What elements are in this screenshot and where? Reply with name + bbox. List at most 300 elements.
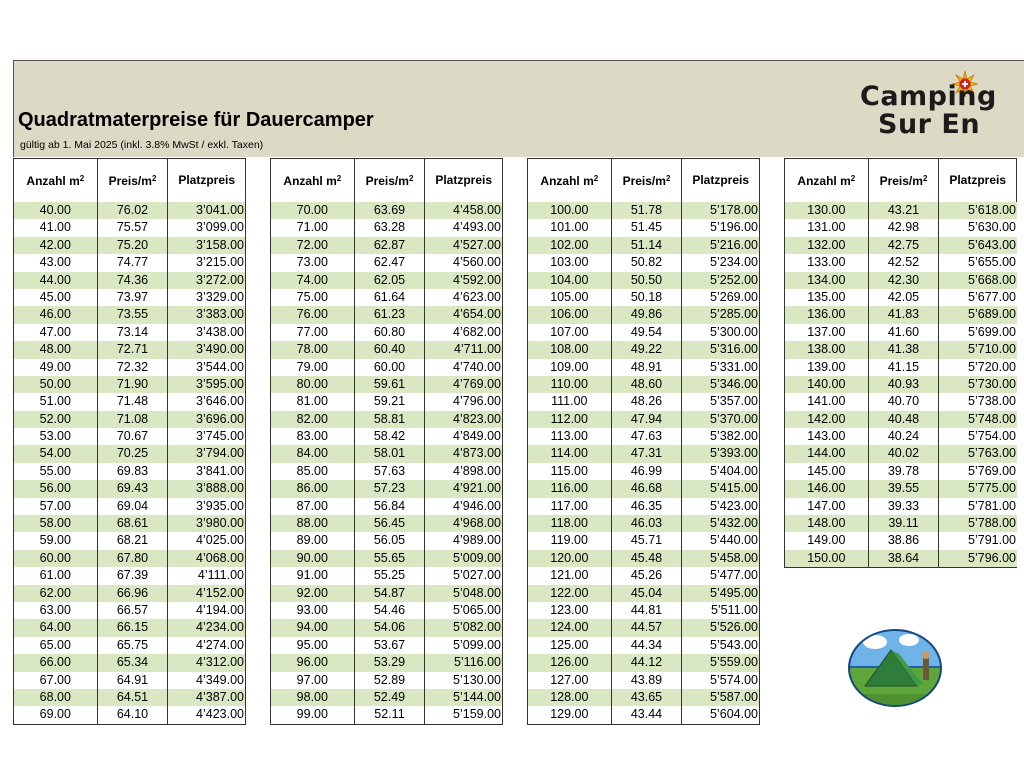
total-price-cell: 3’794.00	[168, 445, 246, 462]
table-row	[271, 637, 503, 654]
table-row	[14, 376, 246, 393]
table-row	[785, 480, 1017, 497]
total-price-cell: 4’769.00	[425, 376, 503, 393]
price-per-m2-cell: 62.87	[355, 237, 426, 254]
price-per-m2-cell: 40.70	[869, 393, 940, 410]
price-per-m2-cell: 68.61	[98, 515, 169, 532]
total-price-cell: 5’346.00	[682, 376, 760, 393]
area-cell: 149.00	[785, 532, 869, 549]
table-row	[14, 428, 246, 445]
total-price-cell: 5’458.00	[682, 550, 760, 567]
table-row	[271, 480, 503, 497]
price-per-m2-cell: 46.99	[612, 463, 683, 480]
price-per-m2-cell: 75.20	[98, 237, 169, 254]
total-price-cell: 5’130.00	[425, 672, 503, 689]
table-row	[14, 219, 246, 236]
total-price-cell: 5’415.00	[682, 480, 760, 497]
total-price-cell: 5’775.00	[968, 481, 1017, 496]
area-cell: 138.00	[785, 341, 869, 358]
price-per-m2-cell: 54.87	[355, 585, 426, 602]
table-row	[528, 498, 760, 515]
header-total-price-label: Platzpreis	[692, 173, 750, 187]
area-cell: 44.00	[14, 272, 98, 289]
table-row	[271, 498, 503, 515]
area-cell: 73.00	[271, 254, 355, 271]
table-row	[14, 480, 246, 497]
price-per-m2-cell: 70.25	[98, 445, 169, 462]
price-per-m2-cell: 42.30	[869, 272, 940, 289]
page-subtitle: gültig ab 1. Mai 2025 (inkl. 3.8% MwSt / exkl. Taxen)	[20, 139, 264, 151]
total-price-cell: 5’630.00	[968, 220, 1017, 235]
total-price-cell: 3’215.00	[168, 254, 246, 271]
area-cell: 96.00	[271, 654, 355, 671]
area-cell: 124.00	[528, 619, 612, 636]
price-per-m2-cell: 49.22	[612, 341, 683, 358]
total-price-cell: 5’382.00	[682, 428, 760, 445]
table-row	[785, 463, 1017, 480]
total-price-cell: 3’041.00	[168, 202, 246, 219]
table-row	[271, 585, 503, 602]
area-cell: 106.00	[528, 306, 612, 323]
price-per-m2-cell: 44.34	[612, 637, 683, 654]
area-cell: 59.00	[14, 532, 98, 549]
table-row	[528, 411, 760, 428]
price-per-m2-cell: 66.96	[98, 585, 169, 602]
price-per-m2-cell: 73.97	[98, 289, 169, 306]
header-price-per-m2-superscript: 2	[922, 174, 928, 183]
area-cell: 139.00	[785, 359, 869, 376]
area-cell: 64.00	[14, 619, 98, 636]
area-cell: 80.00	[271, 376, 355, 393]
price-per-m2-cell: 41.38	[869, 341, 940, 358]
total-price-cell: 3’888.00	[168, 480, 246, 497]
total-price-cell: 5’440.00	[682, 532, 760, 549]
total-price-cell: 5’252.00	[682, 272, 760, 289]
area-cell: 99.00	[271, 706, 355, 723]
area-cell: 143.00	[785, 428, 869, 445]
total-price-cell: 4’873.00	[425, 445, 503, 462]
logo-text-line1: Camping	[860, 81, 997, 112]
area-cell: 74.00	[271, 272, 355, 289]
table-body	[13, 202, 246, 725]
area-cell: 120.00	[528, 550, 612, 567]
price-per-m2-cell: 42.52	[869, 254, 940, 271]
area-cell: 46.00	[14, 306, 98, 323]
table-row	[271, 324, 503, 341]
price-per-m2-cell: 63.28	[355, 219, 426, 236]
area-cell: 90.00	[271, 550, 355, 567]
header-price-per-m2	[612, 159, 683, 202]
area-cell: 89.00	[271, 532, 355, 549]
area-cell: 71.00	[271, 219, 355, 236]
table-row	[528, 341, 760, 358]
price-per-m2-cell: 52.11	[355, 706, 426, 723]
price-per-m2-cell: 57.63	[355, 463, 426, 480]
table-row	[528, 289, 760, 306]
table-row	[271, 376, 503, 393]
table-row	[528, 706, 760, 723]
area-cell: 83.00	[271, 428, 355, 445]
table-row	[785, 341, 1017, 358]
total-price-cell: 5’357.00	[682, 393, 760, 410]
header-area-label: Anzahl m	[540, 173, 594, 188]
total-price-cell: 5’285.00	[682, 306, 760, 323]
table-row	[785, 393, 1017, 410]
header-area	[528, 159, 612, 202]
price-per-m2-cell: 44.12	[612, 654, 683, 671]
price-per-m2-cell: 56.45	[355, 515, 426, 532]
total-price-cell: 3’490.00	[168, 341, 246, 358]
table-row	[528, 550, 760, 567]
area-cell: 112.00	[528, 411, 612, 428]
price-per-m2-cell: 58.01	[355, 445, 426, 462]
table-row	[271, 532, 503, 549]
total-price-cell: 5’618.00	[968, 203, 1017, 217]
table-row	[785, 219, 1017, 236]
table-row	[14, 359, 246, 376]
total-price-cell: 5’027.00	[425, 567, 503, 584]
area-cell: 135.00	[785, 289, 869, 306]
table-row	[528, 585, 760, 602]
total-price-cell: 3’438.00	[168, 324, 246, 341]
total-price-cell: 4’234.00	[168, 619, 246, 636]
header-total-price	[168, 159, 246, 202]
price-table-1	[13, 158, 246, 726]
header-price-per-m2	[355, 159, 426, 202]
price-per-m2-cell: 60.00	[355, 359, 426, 376]
table-row	[14, 672, 246, 689]
table-row	[528, 324, 760, 341]
table-row	[785, 272, 1017, 289]
table-header	[784, 158, 1017, 202]
table-row	[528, 272, 760, 289]
price-per-m2-cell: 58.81	[355, 411, 426, 428]
total-price-cell: 5’796.00	[968, 550, 1017, 565]
total-price-cell: 3’696.00	[168, 411, 246, 428]
area-cell: 92.00	[271, 585, 355, 602]
total-price-cell: 5’393.00	[682, 445, 760, 462]
area-cell: 111.00	[528, 393, 612, 410]
total-price-cell: 3’272.00	[168, 272, 246, 289]
area-cell: 82.00	[271, 411, 355, 428]
area-cell: 119.00	[528, 532, 612, 549]
area-cell: 141.00	[785, 393, 869, 410]
price-per-m2-cell: 41.83	[869, 306, 940, 323]
price-per-m2-cell: 41.15	[869, 359, 940, 376]
price-per-m2-cell: 60.80	[355, 324, 426, 341]
table-row	[14, 654, 246, 671]
table-row	[271, 602, 503, 619]
price-per-m2-cell: 67.39	[98, 567, 169, 584]
header-band	[13, 60, 1024, 157]
table-row	[528, 463, 760, 480]
total-price-cell: 5’234.00	[682, 254, 760, 271]
table-row	[528, 532, 760, 549]
table-row	[528, 480, 760, 497]
table-row	[271, 254, 503, 271]
table-row	[271, 619, 503, 636]
price-per-m2-cell: 55.65	[355, 550, 426, 567]
table-row	[785, 289, 1017, 306]
table-row	[271, 411, 503, 428]
area-cell: 122.00	[528, 585, 612, 602]
total-price-cell: 4’968.00	[425, 515, 503, 532]
area-cell: 69.00	[14, 706, 98, 723]
table-row	[785, 324, 1017, 341]
total-price-cell: 3’383.00	[168, 306, 246, 323]
price-per-m2-cell: 40.93	[869, 376, 940, 393]
area-cell: 61.00	[14, 567, 98, 584]
header-area-label: Anzahl m	[283, 173, 337, 188]
price-per-m2-cell: 43.21	[869, 202, 940, 219]
header-price-per-m2	[869, 159, 940, 202]
table-row	[528, 393, 760, 410]
total-price-cell: 3’595.00	[168, 376, 246, 393]
total-price-cell: 4’152.00	[168, 585, 246, 602]
price-per-m2-cell: 41.60	[869, 324, 940, 341]
price-per-m2-cell: 62.05	[355, 272, 426, 289]
table-row	[14, 515, 246, 532]
total-price-cell: 4’796.00	[425, 393, 503, 410]
price-per-m2-cell: 39.11	[869, 515, 940, 532]
area-cell: 86.00	[271, 480, 355, 497]
price-per-m2-cell: 74.77	[98, 254, 169, 271]
area-cell: 88.00	[271, 515, 355, 532]
table-row	[14, 393, 246, 410]
price-per-m2-cell: 58.42	[355, 428, 426, 445]
total-price-cell: 3’980.00	[168, 515, 246, 532]
price-per-m2-cell: 55.25	[355, 567, 426, 584]
price-per-m2-cell: 63.69	[355, 202, 426, 219]
total-price-cell: 5’781.00	[968, 498, 1017, 513]
price-per-m2-cell: 64.51	[98, 689, 169, 706]
area-cell: 75.00	[271, 289, 355, 306]
price-per-m2-cell: 42.75	[869, 237, 940, 254]
table-row	[785, 515, 1017, 532]
price-per-m2-cell: 40.24	[869, 428, 940, 445]
table-row	[785, 376, 1017, 393]
total-price-cell: 5’763.00	[968, 446, 1017, 461]
total-price-cell: 5’788.00	[968, 516, 1017, 531]
area-cell: 43.00	[14, 254, 98, 271]
total-price-cell: 5’604.00	[682, 706, 760, 723]
total-price-cell: 4’592.00	[425, 272, 503, 289]
table-row	[14, 445, 246, 462]
total-price-cell: 4’194.00	[168, 602, 246, 619]
total-price-cell: 5’159.00	[425, 706, 503, 723]
table-row	[528, 237, 760, 254]
area-cell: 76.00	[271, 306, 355, 323]
table-row	[271, 463, 503, 480]
price-per-m2-cell: 48.91	[612, 359, 683, 376]
total-price-cell: 4’921.00	[425, 480, 503, 497]
table-row	[14, 237, 246, 254]
total-price-cell: 5’677.00	[968, 289, 1017, 304]
price-per-m2-cell: 48.26	[612, 393, 683, 410]
area-cell: 133.00	[785, 254, 869, 271]
price-per-m2-cell: 39.55	[869, 480, 940, 497]
table-row	[14, 324, 246, 341]
price-per-m2-cell: 52.89	[355, 672, 426, 689]
header-area-label: Anzahl m	[26, 173, 80, 188]
price-per-m2-cell: 60.40	[355, 341, 426, 358]
area-cell: 65.00	[14, 637, 98, 654]
total-price-cell: 3’745.00	[168, 428, 246, 445]
total-price-cell: 4’946.00	[425, 498, 503, 515]
total-price-cell: 4’274.00	[168, 637, 246, 654]
total-price-cell: 5’082.00	[425, 619, 503, 636]
price-per-m2-cell: 69.83	[98, 463, 169, 480]
price-per-m2-cell: 70.67	[98, 428, 169, 445]
table-row	[271, 272, 503, 289]
total-price-cell: 5’511.00	[682, 602, 760, 619]
total-price-cell: 4’493.00	[425, 219, 503, 236]
header-area	[271, 159, 355, 202]
area-cell: 146.00	[785, 480, 869, 497]
table-row	[14, 532, 246, 549]
area-cell: 56.00	[14, 480, 98, 497]
area-cell: 107.00	[528, 324, 612, 341]
area-cell: 55.00	[14, 463, 98, 480]
area-cell: 117.00	[528, 498, 612, 515]
price-per-m2-cell: 45.71	[612, 532, 683, 549]
table-row	[271, 289, 503, 306]
area-cell: 147.00	[785, 498, 869, 515]
table-row	[271, 202, 503, 219]
table-row	[14, 463, 246, 480]
price-per-m2-cell: 46.35	[612, 498, 683, 515]
price-per-m2-cell: 39.78	[869, 463, 940, 480]
price-per-m2-cell: 49.86	[612, 306, 683, 323]
price-per-m2-cell: 64.91	[98, 672, 169, 689]
price-per-m2-cell: 51.14	[612, 237, 683, 254]
total-price-cell: 4’654.00	[425, 306, 503, 323]
area-cell: 42.00	[14, 237, 98, 254]
price-per-m2-cell: 50.50	[612, 272, 683, 289]
area-cell: 47.00	[14, 324, 98, 341]
total-price-cell: 5’643.00	[968, 237, 1017, 252]
price-per-m2-cell: 38.86	[869, 532, 940, 549]
table-row	[14, 254, 246, 271]
header-area	[785, 159, 869, 202]
header-price-per-m2-label: Preis/m	[622, 173, 666, 188]
total-price-cell: 5’587.00	[682, 689, 760, 706]
area-cell: 72.00	[271, 237, 355, 254]
total-price-cell: 4’849.00	[425, 428, 503, 445]
area-cell: 51.00	[14, 393, 98, 410]
price-per-m2-cell: 46.68	[612, 480, 683, 497]
price-per-m2-cell: 42.98	[869, 219, 940, 236]
price-per-m2-cell: 64.10	[98, 706, 169, 723]
table-row	[528, 619, 760, 636]
table-row	[271, 359, 503, 376]
table-row	[785, 550, 1017, 567]
total-price-cell: 5’423.00	[682, 498, 760, 515]
price-per-m2-cell: 49.54	[612, 324, 683, 341]
price-per-m2-cell: 45.26	[612, 567, 683, 584]
header-area-superscript: 2	[336, 174, 342, 183]
area-cell: 125.00	[528, 637, 612, 654]
price-per-m2-cell: 73.55	[98, 306, 169, 323]
price-per-m2-cell: 71.48	[98, 393, 169, 410]
area-cell: 41.00	[14, 219, 98, 236]
total-price-cell: 4’711.00	[425, 341, 503, 358]
table-body	[527, 202, 760, 725]
price-per-m2-cell: 59.61	[355, 376, 426, 393]
area-cell: 63.00	[14, 602, 98, 619]
area-cell: 45.00	[14, 289, 98, 306]
area-cell: 113.00	[528, 428, 612, 445]
price-per-m2-cell: 57.23	[355, 480, 426, 497]
total-price-cell: 5’738.00	[968, 394, 1017, 409]
price-per-m2-cell: 39.33	[869, 498, 940, 515]
price-per-m2-cell: 54.46	[355, 602, 426, 619]
area-cell: 97.00	[271, 672, 355, 689]
table-row	[271, 689, 503, 706]
price-per-m2-cell: 65.75	[98, 637, 169, 654]
area-cell: 49.00	[14, 359, 98, 376]
total-price-cell: 5’477.00	[682, 567, 760, 584]
price-per-m2-cell: 71.90	[98, 376, 169, 393]
price-per-m2-cell: 62.47	[355, 254, 426, 271]
header-price-per-m2-label: Preis/m	[879, 173, 923, 188]
total-price-cell: 3’646.00	[168, 393, 246, 410]
table-row	[271, 567, 503, 584]
table-header	[527, 158, 760, 202]
area-cell: 131.00	[785, 219, 869, 236]
header-total-price-label: Platzpreis	[178, 173, 236, 187]
area-cell: 116.00	[528, 480, 612, 497]
table-row	[785, 202, 1017, 219]
price-per-m2-cell: 43.44	[612, 706, 683, 723]
table-row	[14, 411, 246, 428]
total-price-cell: 4’623.00	[425, 289, 503, 306]
camping-tent-badge-icon	[847, 628, 943, 708]
table-row	[528, 637, 760, 654]
area-cell: 62.00	[14, 585, 98, 602]
total-price-cell: 5’300.00	[682, 324, 760, 341]
area-cell: 79.00	[271, 359, 355, 376]
total-price-cell: 4’025.00	[168, 532, 246, 549]
area-cell: 129.00	[528, 706, 612, 723]
total-price-cell: 5’754.00	[968, 429, 1017, 444]
price-per-m2-cell: 52.49	[355, 689, 426, 706]
table-row	[528, 567, 760, 584]
area-cell: 57.00	[14, 498, 98, 515]
price-per-m2-cell: 47.94	[612, 411, 683, 428]
table-row	[14, 567, 246, 584]
area-cell: 70.00	[271, 202, 355, 219]
header-price-per-m2-superscript: 2	[408, 174, 414, 183]
table-row	[528, 654, 760, 671]
area-cell: 104.00	[528, 272, 612, 289]
brand-logo	[860, 73, 1020, 153]
area-cell: 145.00	[785, 463, 869, 480]
header-price-per-m2-label: Preis/m	[108, 173, 152, 188]
area-cell: 108.00	[528, 341, 612, 358]
table-row	[528, 445, 760, 462]
table-row	[14, 619, 246, 636]
price-per-m2-cell: 45.04	[612, 585, 683, 602]
price-per-m2-cell: 72.71	[98, 341, 169, 358]
table-row	[271, 672, 503, 689]
table-row	[528, 306, 760, 323]
total-price-cell: 5’526.00	[682, 619, 760, 636]
header-total-price	[425, 159, 503, 202]
price-per-m2-cell: 42.05	[869, 289, 940, 306]
table-row	[785, 359, 1017, 376]
header-area-superscript: 2	[593, 174, 599, 183]
